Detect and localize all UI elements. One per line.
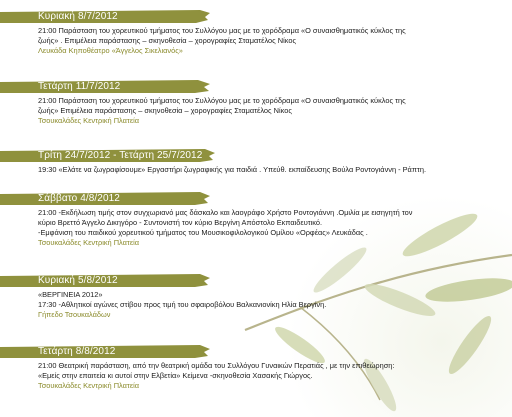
- event-description: ζωής» Επιμέλεια παράστασης – σκηνοθεσία – χορογραφίες Σταματέλος Νίκος: [38, 106, 292, 115]
- event-venue: Τσουκαλάδες Κεντρική Πλατεία: [38, 116, 140, 125]
- event-description: «ΒΕΡΓΙΝΕΙΑ 2012»: [38, 290, 103, 299]
- event-date: Σάββατο 4/8/2012: [38, 193, 120, 204]
- event-venue: Λευκάδα Κηποθέατρο «Άγγελος Σικελιανός»: [38, 46, 183, 55]
- event-date: Τετάρτη 8/8/2012: [38, 346, 116, 357]
- event-description: 21:00 Παράσταση του χορευτικού τμήματος του Συλλόγου μας με το χορόδραμα «Ο συναισθηματικός κύκλος της: [38, 96, 406, 105]
- event-date: Τρίτη 24/7/2012 - Τετάρτη 25/7/2012: [38, 150, 203, 161]
- event-description: 17:30 -Αθλητικοί αγώνες στίβου προς τιμή του σφαιροβόλου Βαλκανιονίκη Ηλία Βεργίνη.: [38, 300, 327, 309]
- event-description: «Εμείς στην επαιτεία κι αυτοί στην Ελβετία» Κείμενα -σκηνοθεσία Χασακής Γιώργος.: [38, 371, 313, 380]
- event-venue: Τσουκαλάδες Κεντρική Πλατεία: [38, 381, 140, 390]
- event-date: Κυριακή 8/7/2012: [38, 11, 118, 22]
- event-description: κύριο Βρεττό Άγγελο Δικηγόρο - Συντονιστή τον κύριο Βεργίνη Απόστολο Εκπαιδευτικό.: [38, 218, 323, 227]
- event-venue: Γήπεδο Τσουκαλάδων: [38, 310, 111, 319]
- event-date: Τετάρτη 11/7/2012: [38, 81, 121, 92]
- event-description: -Εμφάνιση του παιδικού χορευτικού τμήματος του Μουσικοφιλολογικού Ομίλου «Ορφέας» Λευκάδας .: [38, 228, 368, 237]
- event-description: 19:30 «Ελάτε να ζωγραφίσουμε» Εργαστήρι ζωγραφικής για παιδιά . Υπεύθ. εκπαίδευσης Βούλα Ροντογιάννη - Ράπτη.: [38, 165, 427, 174]
- event-venue: Τσουκαλάδες Κεντρική Πλατεία: [38, 238, 140, 247]
- event-date: Κυριακή 5/8/2012: [38, 275, 118, 286]
- event-description: 21:00 -Εκδήλωση τιμής στον συγχωριανό μας δάσκαλο και λαογράφο Χρήστο Ροντογιάννη .Ομιλία με εισηγητή τον: [38, 208, 413, 217]
- event-description: 21:00 Θεατρική παράσταση, από την θεατρική ομάδα του Συλλόγου Γυναικών Περατιάς , με την επιθεώρηση:: [38, 361, 395, 370]
- event-description: ζωής» . Επιμέλεια παράστασης – σκηνοθεσία – χορογραφίες Σταματέλος Νίκος: [38, 36, 297, 45]
- event-description: 21:00 Παράσταση του χορευτικού τμήματος του Συλλόγου μας με το χορόδραμα «Ο συναισθηματικός κύκλος της: [38, 26, 406, 35]
